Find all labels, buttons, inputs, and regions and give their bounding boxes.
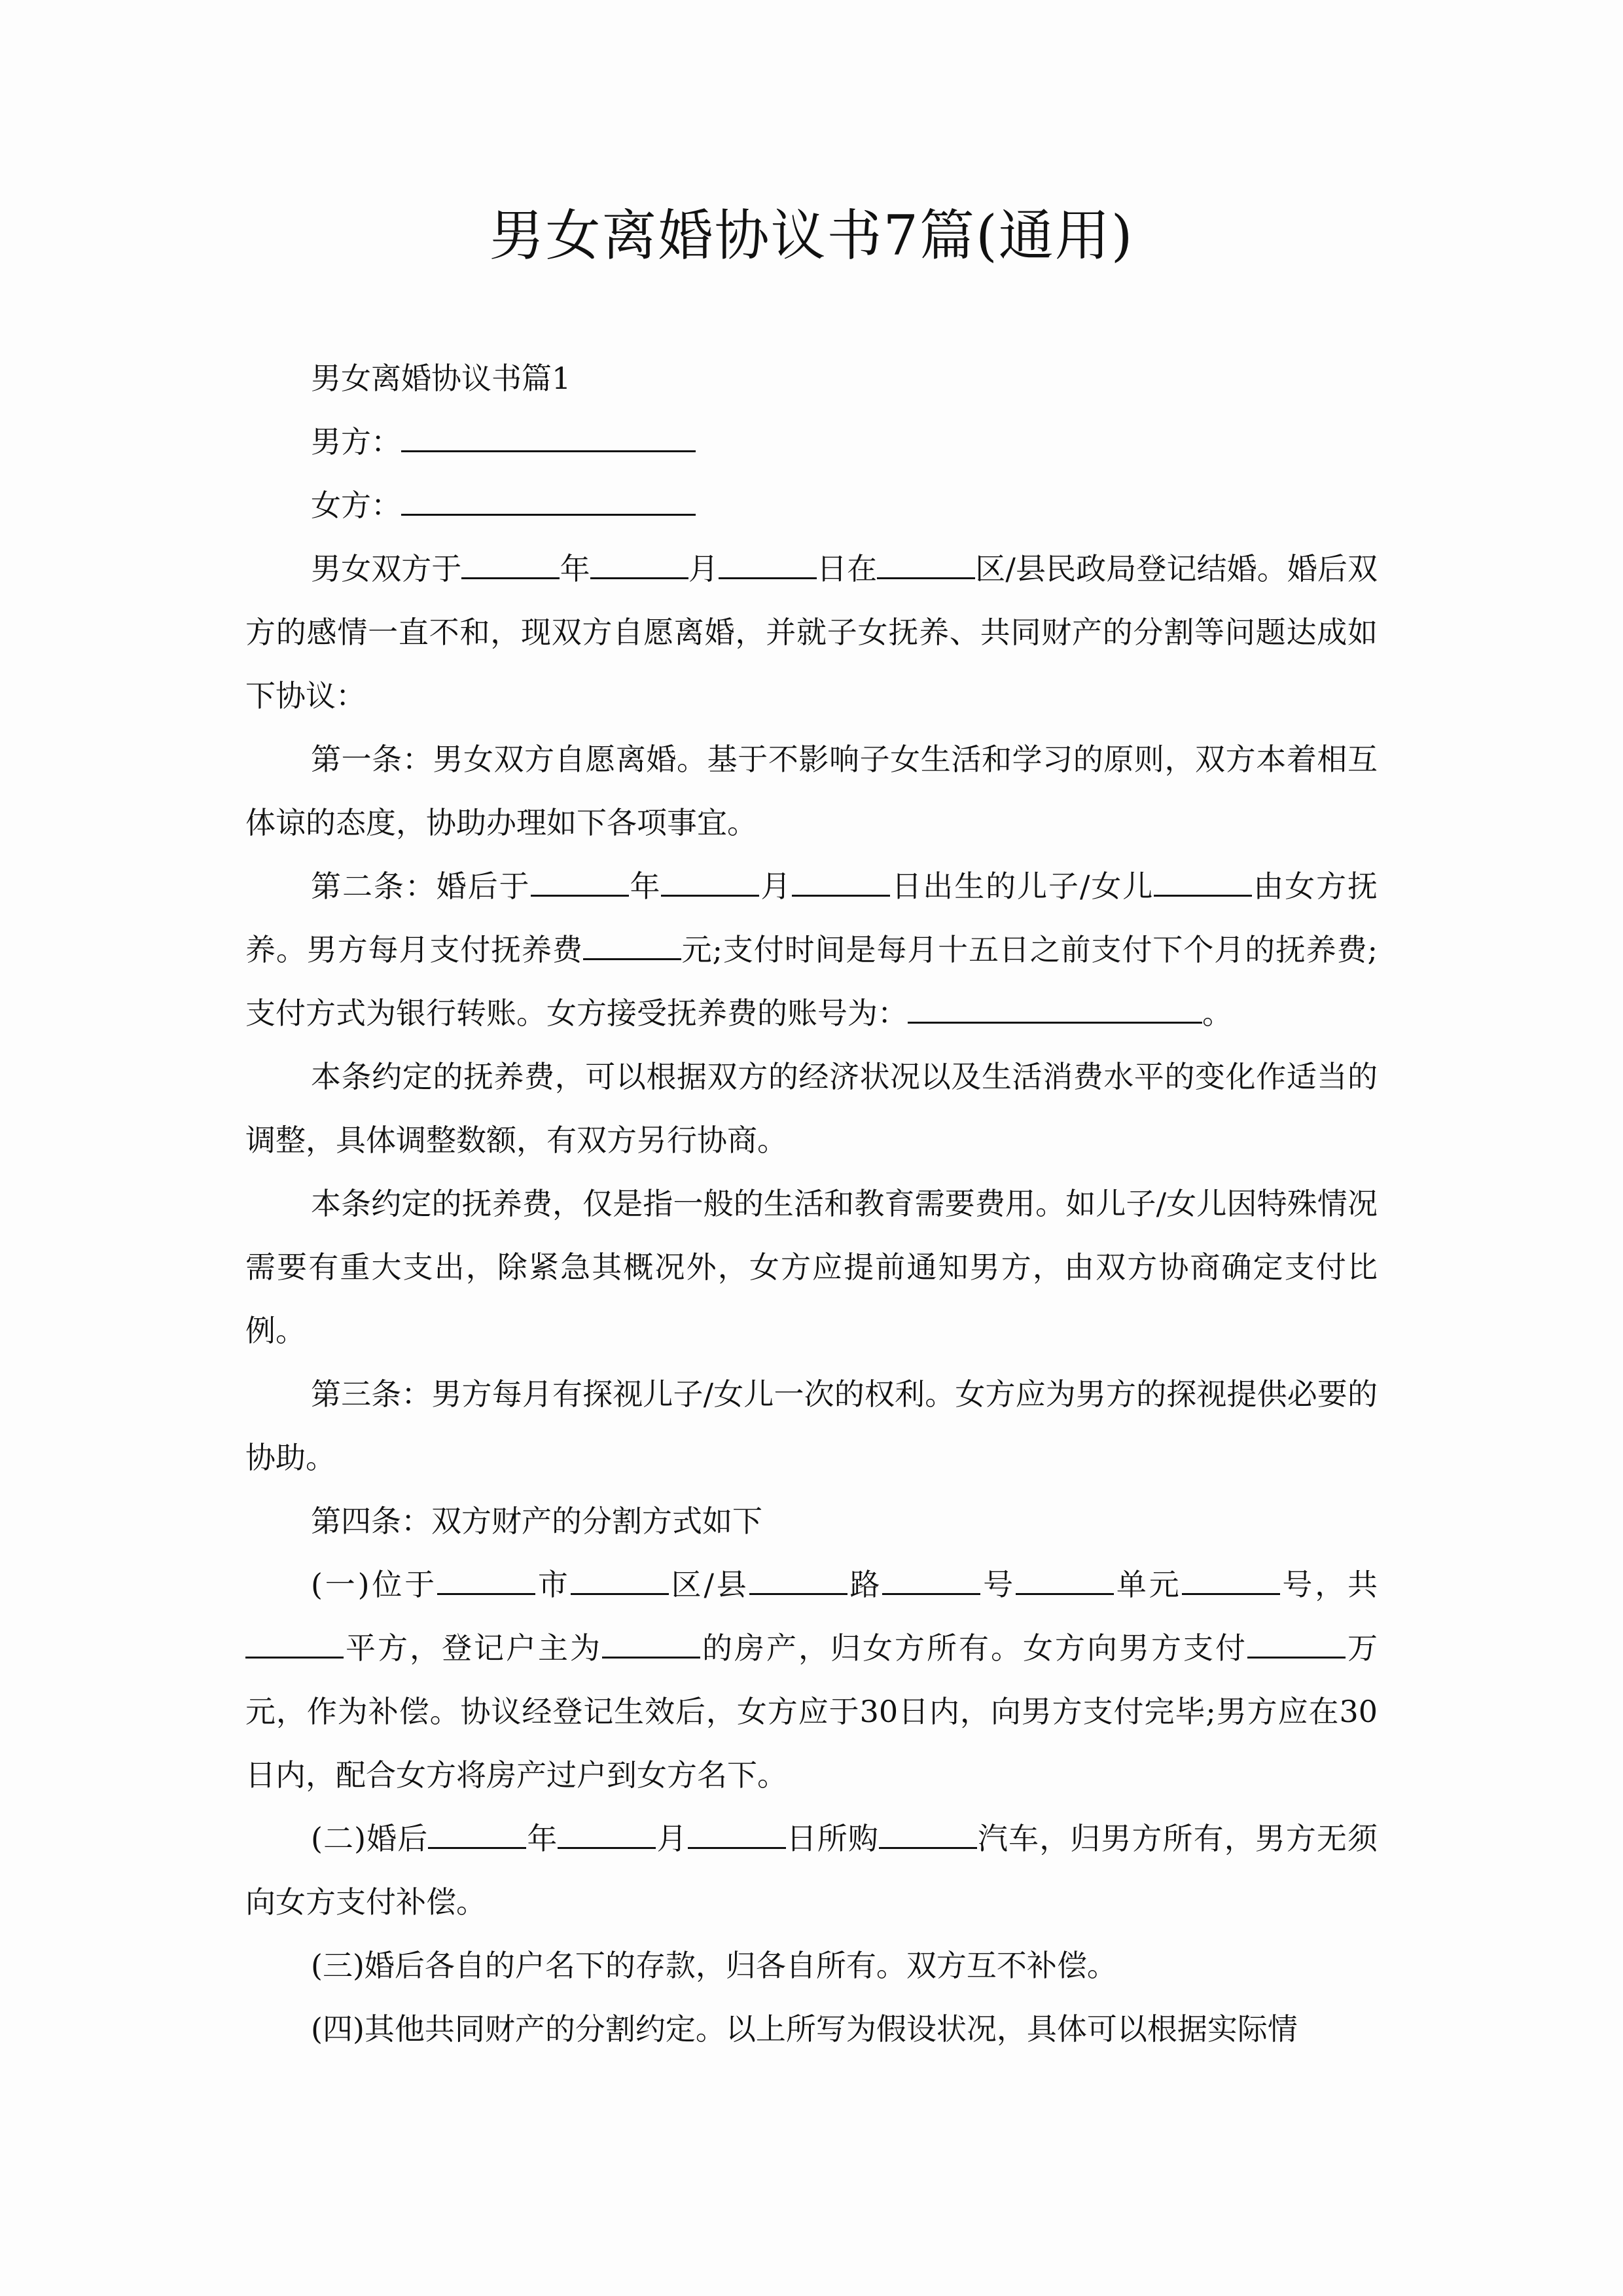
blank[interactable] bbox=[571, 1563, 669, 1595]
text: 年 bbox=[628, 869, 662, 904]
text: 第二条：婚后于 bbox=[311, 869, 531, 904]
blank[interactable] bbox=[877, 547, 975, 579]
account-blank[interactable] bbox=[908, 992, 1202, 1024]
blank[interactable] bbox=[792, 865, 890, 897]
text: 年 bbox=[526, 1821, 558, 1856]
text: 日所购 bbox=[785, 1821, 879, 1856]
text: (一)位于 bbox=[311, 1567, 438, 1602]
text: 。 bbox=[1202, 996, 1232, 1031]
blank[interactable] bbox=[879, 1817, 977, 1849]
text: 市 bbox=[535, 1567, 571, 1602]
text: 日出生的儿子/女儿 bbox=[890, 869, 1154, 904]
blank[interactable] bbox=[1016, 1563, 1114, 1595]
item-4: (四)其他共同财产的分割约定。以上所写为假设状况，具体可以根据实际情 bbox=[311, 2011, 1298, 2047]
blank[interactable] bbox=[590, 547, 688, 579]
text: 元;支付时间是每月十五日之前支付下个月的抚养费;支付方式为银行转账。女方接受抚养费的账号为： bbox=[245, 932, 1378, 1031]
text: 平方，登记户主为 bbox=[344, 1630, 602, 1666]
document-body bbox=[245, 347, 1378, 2061]
text: 月 bbox=[656, 1821, 688, 1856]
document-title: 男女离婚协议书7篇(通用) bbox=[489, 204, 1134, 268]
text: 年 bbox=[560, 551, 590, 586]
text: 汽车，归男方所有，男方无须向女方支付补偿。 bbox=[245, 1821, 1378, 1920]
blank[interactable] bbox=[1247, 1626, 1346, 1659]
text: 的房产，归女方所有。女方向男方支付 bbox=[700, 1630, 1247, 1666]
text: 单元 bbox=[1114, 1567, 1182, 1602]
blank[interactable] bbox=[531, 865, 629, 897]
blank[interactable] bbox=[428, 1817, 526, 1849]
item-2 bbox=[245, 1807, 1378, 1934]
article-4: 第四条：双方财产的分割方式如下 bbox=[311, 1503, 762, 1539]
text: 月 bbox=[688, 551, 719, 586]
blank[interactable] bbox=[688, 1817, 786, 1849]
section-heading: 男女离婚协议书篇1 bbox=[311, 361, 571, 396]
blank[interactable] bbox=[558, 1817, 656, 1849]
female-name-blank[interactable] bbox=[401, 484, 696, 516]
blank[interactable] bbox=[1182, 1563, 1280, 1595]
text: 日在 bbox=[816, 551, 878, 586]
blank[interactable] bbox=[749, 1563, 847, 1595]
blank[interactable] bbox=[461, 547, 560, 579]
text: 男女双方于 bbox=[311, 551, 462, 586]
text: 月 bbox=[759, 869, 793, 904]
text: 区/县 bbox=[668, 1567, 749, 1602]
blank[interactable] bbox=[882, 1563, 980, 1595]
blank[interactable] bbox=[719, 547, 817, 579]
male-name-blank[interactable] bbox=[401, 420, 696, 452]
article-3: 第三条：男方每月有探视儿子/女儿一次的权利。女方应为男方的探视提供必要的协助。 bbox=[245, 1376, 1378, 1475]
blank[interactable] bbox=[245, 1626, 344, 1659]
blank[interactable] bbox=[437, 1563, 535, 1595]
text: 号 bbox=[980, 1567, 1016, 1602]
article-2-note-2: 本条约定的抚养费，仅是指一般的生活和教育需要费用。如儿子/女儿因特殊情况需要有重大支出，除紧急其概况外，女方应提前通知男方，由双方协商确定支付比例。 bbox=[245, 1186, 1378, 1348]
text: (二)婚后 bbox=[311, 1821, 429, 1856]
article-1: 第一条：男女双方自愿离婚。基于不影响子女生活和学习的原则，双方本着相互体谅的态度，协助办理如下各项事宜。 bbox=[245, 742, 1378, 840]
female-party-line bbox=[245, 474, 1378, 537]
intro-paragraph bbox=[245, 537, 1378, 728]
item-3: (三)婚后各自的户名下的存款，归各自所有。双方互不补偿。 bbox=[311, 1948, 1117, 1983]
blank[interactable] bbox=[583, 928, 681, 960]
text: 路 bbox=[847, 1567, 883, 1602]
male-party-line bbox=[245, 410, 1378, 474]
article-2-note-1: 本条约定的抚养费，可以根据双方的经济状况以及生活消费水平的变化作适当的调整，具体调整数额，有双方另行协商。 bbox=[245, 1059, 1378, 1158]
text: 万元，作为补偿。协议经登记生效后，女方应于30日内，向男方支付完毕;男方应在30日内，配合女方将房产过户到女方名下。 bbox=[245, 1630, 1378, 1793]
article-2 bbox=[245, 855, 1378, 1045]
text: 号，共 bbox=[1279, 1567, 1378, 1602]
blank[interactable] bbox=[1154, 865, 1252, 897]
item-1 bbox=[245, 1553, 1378, 1807]
blank[interactable] bbox=[602, 1626, 700, 1659]
text: 由女方抚养。男方每月支付抚养费 bbox=[245, 869, 1378, 967]
male-label: 男方： bbox=[311, 424, 401, 459]
female-label: 女方： bbox=[311, 488, 401, 523]
text: 区/县民政局登记结婚。婚后双方的感情一直不和，现双方自愿离婚，并就子女抚养、共同财产的分割等问题达成如下协议： bbox=[245, 551, 1378, 713]
blank[interactable] bbox=[661, 865, 759, 897]
